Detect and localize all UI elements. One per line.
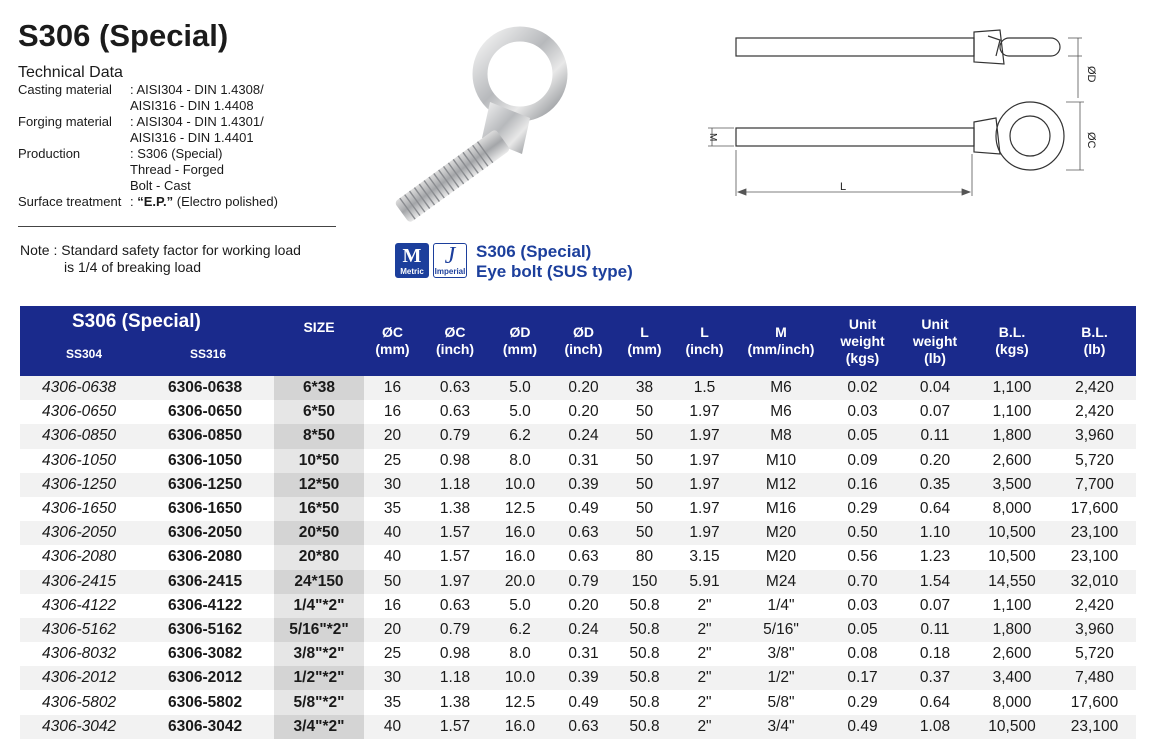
cell-size: 16*50: [274, 497, 364, 521]
header-size: SIZE: [274, 306, 364, 376]
header-d-inch: ØD (inch): [551, 306, 616, 376]
cell-weight-lb: 1.54: [899, 570, 971, 594]
cell-ss304: 4306-5802: [20, 690, 140, 714]
cell-weight-kgs: 0.09: [826, 449, 899, 473]
cell-m: 1/2": [736, 666, 826, 690]
table-row: [20, 642, 1136, 666]
cell-size: 5/16"*2": [274, 618, 364, 642]
cell-weight-kgs: 0.08: [826, 642, 899, 666]
cell-weight-lb: 0.64: [899, 497, 971, 521]
cell-ss304: 4306-2050: [20, 521, 140, 545]
header-ss304: SS304: [66, 347, 103, 361]
drawing-dim-m: M: [707, 133, 718, 142]
technical-value: Bolt - Cast: [130, 178, 191, 193]
technical-data: [18, 82, 278, 210]
cell-c-inch: 1.38: [421, 690, 489, 714]
technical-row: [18, 98, 278, 114]
eye-bolt-photo: [370, 22, 630, 232]
cell-c-mm: 16: [364, 594, 421, 618]
cell-d-inch: 0.31: [551, 449, 616, 473]
cell-weight-kgs: 0.50: [826, 521, 899, 545]
cell-weight-kgs: 0.49: [826, 715, 899, 739]
cell-c-mm: 20: [364, 424, 421, 448]
cell-bl-kgs: 8,000: [971, 497, 1053, 521]
cell-m: 3/4": [736, 715, 826, 739]
cell-m: M6: [736, 400, 826, 424]
cell-ss316: 6306-5162: [140, 618, 274, 642]
cell-ss316: 6306-2080: [140, 545, 274, 569]
header-ss316: SS316: [190, 347, 227, 361]
cell-size: 24*150: [274, 570, 364, 594]
header-l-mm: L (mm): [616, 306, 673, 376]
cell-d-mm: 16.0: [489, 715, 551, 739]
cell-weight-lb: 1.08: [899, 715, 971, 739]
technical-row: [18, 130, 278, 146]
cell-c-mm: 25: [364, 449, 421, 473]
cell-m: M10: [736, 449, 826, 473]
table-row: [20, 376, 1136, 400]
cell-bl-lb: 3,960: [1053, 618, 1136, 642]
cell-c-mm: 50: [364, 570, 421, 594]
cell-weight-lb: 0.11: [899, 618, 971, 642]
note-line-1: Note : Standard safety factor for working load: [20, 242, 301, 258]
technical-label: Casting material: [18, 82, 112, 97]
technical-row: [18, 178, 278, 194]
cell-c-inch: 0.98: [421, 642, 489, 666]
cell-bl-kgs: 10,500: [971, 521, 1053, 545]
cell-bl-lb: 5,720: [1053, 642, 1136, 666]
cell-l-mm: 50.8: [616, 618, 673, 642]
cell-bl-lb: 17,600: [1053, 690, 1136, 714]
cell-c-mm: 16: [364, 400, 421, 424]
cell-d-mm: 8.0: [489, 642, 551, 666]
cell-m: M16: [736, 497, 826, 521]
technical-value: Thread - Forged: [130, 162, 224, 177]
header-bl-lb: B.L. (lb): [1053, 306, 1136, 376]
cell-l-mm: 50: [616, 449, 673, 473]
header-bl-kgs: B.L. (kgs): [971, 306, 1053, 376]
cell-bl-lb: 23,100: [1053, 715, 1136, 739]
cell-weight-lb: 0.04: [899, 376, 971, 400]
cell-d-inch: 0.63: [551, 715, 616, 739]
cell-l-inch: 1.97: [673, 497, 736, 521]
header-c-inch: ØC (inch): [421, 306, 489, 376]
cell-weight-kgs: 0.05: [826, 618, 899, 642]
cell-c-inch: 1.97: [421, 570, 489, 594]
cell-l-inch: 2": [673, 642, 736, 666]
cell-l-mm: 50.8: [616, 666, 673, 690]
cell-c-mm: 40: [364, 521, 421, 545]
cell-m: M8: [736, 424, 826, 448]
cell-c-inch: 0.63: [421, 594, 489, 618]
cell-weight-lb: 0.11: [899, 424, 971, 448]
cell-l-inch: 1.97: [673, 424, 736, 448]
cell-ss304: 4306-3042: [20, 715, 140, 739]
header-c-mm: ØC (mm): [364, 306, 421, 376]
cell-l-inch: 1.97: [673, 521, 736, 545]
cell-m: 1/4": [736, 594, 826, 618]
cell-c-inch: 1.18: [421, 473, 489, 497]
cell-bl-lb: 7,480: [1053, 666, 1136, 690]
surface-treatment-row: [18, 194, 278, 210]
cell-size: 3/4"*2": [274, 715, 364, 739]
cell-ss316: 6306-0638: [140, 376, 274, 400]
cell-size: 10*50: [274, 449, 364, 473]
cell-d-inch: 0.24: [551, 424, 616, 448]
cell-ss304: 4306-0650: [20, 400, 140, 424]
cell-size: 20*50: [274, 521, 364, 545]
cell-size: 6*38: [274, 376, 364, 400]
cell-ss316: 6306-3042: [140, 715, 274, 739]
cell-m: M20: [736, 545, 826, 569]
cell-l-mm: 50.8: [616, 594, 673, 618]
header-series: S306 (Special) SS304 SS316: [20, 306, 274, 376]
cell-c-inch: 1.57: [421, 715, 489, 739]
cell-c-mm: 30: [364, 473, 421, 497]
cell-ss304: 4306-1250: [20, 473, 140, 497]
cell-bl-kgs: 10,500: [971, 545, 1053, 569]
drawing-dim-l: L: [840, 181, 847, 193]
cell-d-inch: 0.49: [551, 497, 616, 521]
cell-size: 8*50: [274, 424, 364, 448]
caption-model: S306 (Special): [476, 242, 592, 261]
cell-d-mm: 5.0: [489, 376, 551, 400]
cell-bl-lb: 2,420: [1053, 400, 1136, 424]
table-header-row: [20, 306, 1136, 376]
cell-weight-lb: 0.18: [899, 642, 971, 666]
cell-d-mm: 5.0: [489, 594, 551, 618]
cell-bl-kgs: 1,100: [971, 594, 1053, 618]
cell-m: M6: [736, 376, 826, 400]
cell-bl-kgs: 1,800: [971, 424, 1053, 448]
cell-weight-kgs: 0.16: [826, 473, 899, 497]
cell-ss316: 6306-1650: [140, 497, 274, 521]
cell-weight-kgs: 0.56: [826, 545, 899, 569]
cell-l-mm: 50: [616, 521, 673, 545]
cell-ss316: 6306-4122: [140, 594, 274, 618]
cell-c-mm: 16: [364, 376, 421, 400]
cell-c-inch: 0.63: [421, 376, 489, 400]
cell-weight-kgs: 0.17: [826, 666, 899, 690]
cell-bl-kgs: 1,100: [971, 400, 1053, 424]
cell-l-inch: 2": [673, 690, 736, 714]
cell-c-mm: 20: [364, 618, 421, 642]
cell-l-inch: 5.91: [673, 570, 736, 594]
cell-ss316: 6306-2415: [140, 570, 274, 594]
cell-l-inch: 3.15: [673, 545, 736, 569]
cell-l-inch: 2": [673, 618, 736, 642]
table-row: [20, 449, 1136, 473]
technical-row: [18, 82, 278, 98]
cell-weight-lb: 0.07: [899, 594, 971, 618]
cell-l-mm: 50.8: [616, 642, 673, 666]
technical-value: : AISI304 - DIN 1.4308/: [130, 82, 264, 97]
technical-value: : AISI304 - DIN 1.4301/: [130, 114, 264, 129]
cell-ss316: 6306-2012: [140, 666, 274, 690]
cell-m: M12: [736, 473, 826, 497]
cell-l-inch: 2": [673, 666, 736, 690]
cell-bl-lb: 32,010: [1053, 570, 1136, 594]
cell-size: 1/4"*2": [274, 594, 364, 618]
cell-weight-lb: 0.37: [899, 666, 971, 690]
cell-l-inch: 1.5: [673, 376, 736, 400]
cell-d-mm: 5.0: [489, 400, 551, 424]
technical-label: [18, 98, 130, 114]
cell-l-mm: 50: [616, 424, 673, 448]
cell-size: 5/8"*2": [274, 690, 364, 714]
cell-d-inch: 0.79: [551, 570, 616, 594]
cell-bl-lb: 2,420: [1053, 376, 1136, 400]
cell-ss304: 4306-2012: [20, 666, 140, 690]
cell-l-mm: 80: [616, 545, 673, 569]
table-row: [20, 545, 1136, 569]
cell-ss316: 6306-0650: [140, 400, 274, 424]
cell-ss304: 4306-2080: [20, 545, 140, 569]
cell-bl-kgs: 3,400: [971, 666, 1053, 690]
cell-bl-lb: 2,420: [1053, 594, 1136, 618]
cell-weight-lb: 1.10: [899, 521, 971, 545]
unit-badges: [395, 243, 467, 278]
cell-l-mm: 50: [616, 497, 673, 521]
cell-weight-kgs: 0.02: [826, 376, 899, 400]
cell-m: M20: [736, 521, 826, 545]
cell-m: 5/8": [736, 690, 826, 714]
cell-l-inch: 2": [673, 715, 736, 739]
cell-d-inch: 0.24: [551, 618, 616, 642]
cell-weight-lb: 0.64: [899, 690, 971, 714]
cell-c-mm: 25: [364, 642, 421, 666]
header-d-mm: ØD (mm): [489, 306, 551, 376]
technical-drawing: [700, 18, 1140, 218]
cell-bl-lb: 7,700: [1053, 473, 1136, 497]
cell-c-mm: 35: [364, 690, 421, 714]
technical-value: : S306 (Special): [130, 146, 223, 161]
cell-bl-lb: 17,600: [1053, 497, 1136, 521]
cell-weight-kgs: 0.70: [826, 570, 899, 594]
cell-ss316: 6306-5802: [140, 690, 274, 714]
table-row: [20, 715, 1136, 739]
cell-bl-lb: 5,720: [1053, 449, 1136, 473]
note-line-2: is 1/4 of breaking load: [64, 259, 201, 275]
cell-bl-kgs: 8,000: [971, 690, 1053, 714]
product-caption: [476, 242, 633, 282]
technical-row: [18, 146, 278, 162]
cell-ss304: 4306-1650: [20, 497, 140, 521]
cell-d-mm: 12.5: [489, 497, 551, 521]
cell-d-inch: 0.49: [551, 690, 616, 714]
cell-d-mm: 16.0: [489, 521, 551, 545]
cell-ss316: 6306-2050: [140, 521, 274, 545]
cell-c-inch: 1.57: [421, 521, 489, 545]
cell-ss304: 4306-1050: [20, 449, 140, 473]
cell-d-inch: 0.39: [551, 473, 616, 497]
cell-weight-lb: 0.35: [899, 473, 971, 497]
cell-ss316: 6306-3082: [140, 642, 274, 666]
metric-badge: M Metric: [395, 243, 429, 278]
table-row: [20, 497, 1136, 521]
technical-value: AISI316 - DIN 1.4401: [130, 130, 254, 145]
technical-label: Production: [18, 146, 81, 161]
cell-weight-kgs: 0.05: [826, 424, 899, 448]
table-row: [20, 690, 1136, 714]
cell-weight-lb: 0.07: [899, 400, 971, 424]
cell-bl-kgs: 2,600: [971, 642, 1053, 666]
cell-d-inch: 0.39: [551, 666, 616, 690]
specifications-table: [20, 306, 1136, 739]
cell-ss316: 6306-1250: [140, 473, 274, 497]
cell-d-mm: 10.0: [489, 473, 551, 497]
cell-bl-kgs: 1,800: [971, 618, 1053, 642]
technical-row: [18, 162, 278, 178]
cell-c-inch: 0.63: [421, 400, 489, 424]
table-row: [20, 618, 1136, 642]
cell-d-mm: 8.0: [489, 449, 551, 473]
cell-l-inch: 2": [673, 594, 736, 618]
cell-c-mm: 40: [364, 545, 421, 569]
table-row: [20, 594, 1136, 618]
cell-d-mm: 6.2: [489, 424, 551, 448]
cell-d-mm: 20.0: [489, 570, 551, 594]
cell-m: M24: [736, 570, 826, 594]
cell-c-mm: 35: [364, 497, 421, 521]
cell-size: 6*50: [274, 400, 364, 424]
cell-ss304: 4306-4122: [20, 594, 140, 618]
table-row: [20, 521, 1136, 545]
cell-l-mm: 38: [616, 376, 673, 400]
cell-l-mm: 50.8: [616, 690, 673, 714]
imperial-badge: J Imperial: [434, 243, 466, 276]
cell-c-inch: 0.98: [421, 449, 489, 473]
cell-d-inch: 0.63: [551, 545, 616, 569]
drawing-dim-d: ØD: [1085, 66, 1097, 83]
cell-size: 20*80: [274, 545, 364, 569]
cell-weight-lb: 0.20: [899, 449, 971, 473]
page-title: S306 (Special): [18, 18, 229, 53]
table-row: [20, 424, 1136, 448]
cell-bl-lb: 3,960: [1053, 424, 1136, 448]
cell-l-inch: 1.97: [673, 473, 736, 497]
cell-d-mm: 16.0: [489, 545, 551, 569]
cell-c-inch: 0.79: [421, 618, 489, 642]
cell-ss304: 4306-0850: [20, 424, 140, 448]
cell-d-inch: 0.20: [551, 594, 616, 618]
cell-ss316: 6306-0850: [140, 424, 274, 448]
cell-weight-kgs: 0.03: [826, 594, 899, 618]
technical-data-heading: Technical Data: [18, 64, 123, 81]
cell-l-inch: 1.97: [673, 400, 736, 424]
cell-l-mm: 50: [616, 400, 673, 424]
cell-d-mm: 12.5: [489, 690, 551, 714]
cell-ss304: 4306-2415: [20, 570, 140, 594]
cell-weight-kgs: 0.29: [826, 497, 899, 521]
cell-weight-lb: 1.23: [899, 545, 971, 569]
cell-c-mm: 30: [364, 666, 421, 690]
cell-bl-kgs: 1,100: [971, 376, 1053, 400]
cell-c-inch: 1.18: [421, 666, 489, 690]
cell-bl-kgs: 10,500: [971, 715, 1053, 739]
cell-ss304: 4306-0638: [20, 376, 140, 400]
header-weight-lb: Unit weight (lb): [899, 306, 971, 376]
section-divider: [18, 226, 336, 227]
cell-d-mm: 6.2: [489, 618, 551, 642]
technical-row: [18, 114, 278, 130]
surface-treatment-label: Surface treatment: [18, 194, 122, 209]
cell-m: 3/8": [736, 642, 826, 666]
cell-weight-kgs: 0.29: [826, 690, 899, 714]
cell-c-inch: 1.57: [421, 545, 489, 569]
table-row: [20, 666, 1136, 690]
cell-d-inch: 0.20: [551, 400, 616, 424]
cell-ss304: 4306-5162: [20, 618, 140, 642]
cell-l-inch: 1.97: [673, 449, 736, 473]
cell-size: 3/8"*2": [274, 642, 364, 666]
caption-description: Eye bolt (SUS type): [476, 262, 633, 281]
cell-d-inch: 0.20: [551, 376, 616, 400]
cell-d-inch: 0.31: [551, 642, 616, 666]
cell-bl-lb: 23,100: [1053, 545, 1136, 569]
drawing-dim-c: ØC: [1085, 132, 1097, 149]
cell-c-inch: 0.79: [421, 424, 489, 448]
cell-bl-lb: 23,100: [1053, 521, 1136, 545]
cell-c-mm: 40: [364, 715, 421, 739]
table-row: [20, 570, 1136, 594]
safety-note: [20, 242, 301, 276]
cell-c-inch: 1.38: [421, 497, 489, 521]
cell-d-inch: 0.63: [551, 521, 616, 545]
table-row: [20, 400, 1136, 424]
cell-bl-kgs: 2,600: [971, 449, 1053, 473]
header-m: M (mm/inch): [736, 306, 826, 376]
table-row: [20, 473, 1136, 497]
technical-label: [18, 162, 130, 178]
cell-bl-kgs: 3,500: [971, 473, 1053, 497]
cell-d-mm: 10.0: [489, 666, 551, 690]
cell-size: 1/2"*2": [274, 666, 364, 690]
surface-treatment-value: : “E.P.” (Electro polished): [130, 194, 278, 209]
technical-label: [18, 130, 130, 146]
technical-label: Forging material: [18, 114, 112, 129]
technical-value: AISI316 - DIN 1.4408: [130, 98, 254, 113]
cell-m: 5/16": [736, 618, 826, 642]
cell-weight-kgs: 0.03: [826, 400, 899, 424]
technical-label: [18, 178, 130, 194]
cell-l-mm: 50: [616, 473, 673, 497]
cell-size: 12*50: [274, 473, 364, 497]
cell-ss304: 4306-8032: [20, 642, 140, 666]
cell-l-mm: 50.8: [616, 715, 673, 739]
cell-l-mm: 150: [616, 570, 673, 594]
header-l-inch: L (inch): [673, 306, 736, 376]
cell-ss316: 6306-1050: [140, 449, 274, 473]
cell-bl-kgs: 14,550: [971, 570, 1053, 594]
header-weight-kgs: Unit weight (kgs): [826, 306, 899, 376]
